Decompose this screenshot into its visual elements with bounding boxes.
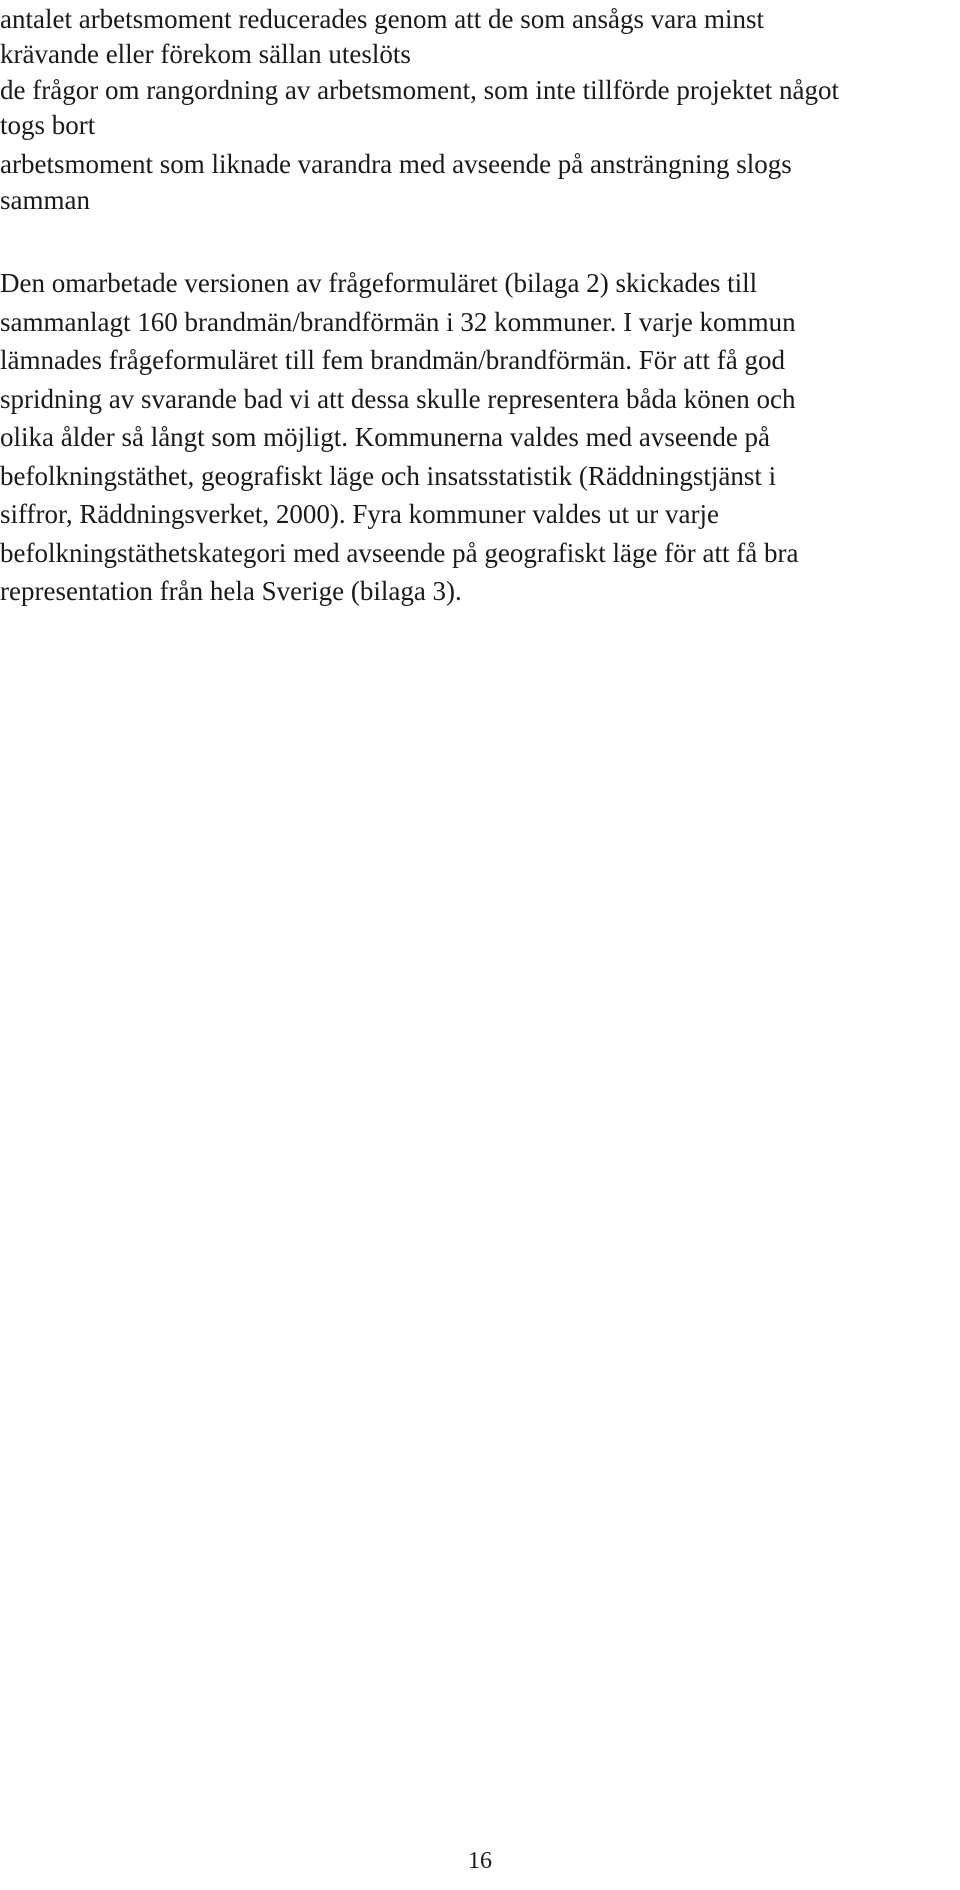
paragraph-line: spridning av svarande bad vi att dessa skulle representera båda könen och	[0, 384, 796, 414]
paragraph-line: representation från hela Sverige (bilaga 3).	[0, 576, 462, 606]
paragraph-line: befolkningstäthet, geografiskt läge och insatsstatistik (Räddningstjänst i	[0, 461, 777, 491]
paragraph-line: sammanlagt 160 brandmän/brandförmän i 32 kommuner. I varje kommun	[0, 307, 796, 337]
list-line: de frågor om rangordning av arbetsmoment, som inte tillförde projektet något	[0, 75, 840, 105]
list-line: togs bort	[0, 110, 96, 140]
list-line: krävande eller förekom sällan uteslöts	[0, 39, 411, 69]
paragraph-line: olika ålder så långt som möjligt. Kommunerna valdes med avseende på	[0, 422, 771, 452]
list-line: antalet arbetsmoment reducerades genom att de som ansågs vara minst	[0, 4, 764, 34]
paragraph-line: siffror, Räddningsverket, 2000). Fyra kommuner valdes ut ur varje	[0, 499, 720, 529]
paragraph-line: lämnades frågeformuläret till fem brandmän/brandförmän. För att få god	[0, 345, 785, 375]
list-line: arbetsmoment som liknade varandra med avseende på ansträngning slogs	[0, 149, 792, 179]
paragraph-line: Den omarbetade versionen av frågeformuläret (bilaga 2) skickades till	[0, 268, 758, 298]
page-number: 16	[468, 1848, 492, 1874]
list-line: samman	[0, 185, 90, 215]
paragraph-line: befolkningstäthetskategori med avseende på geografiskt läge för att få bra	[0, 538, 799, 568]
